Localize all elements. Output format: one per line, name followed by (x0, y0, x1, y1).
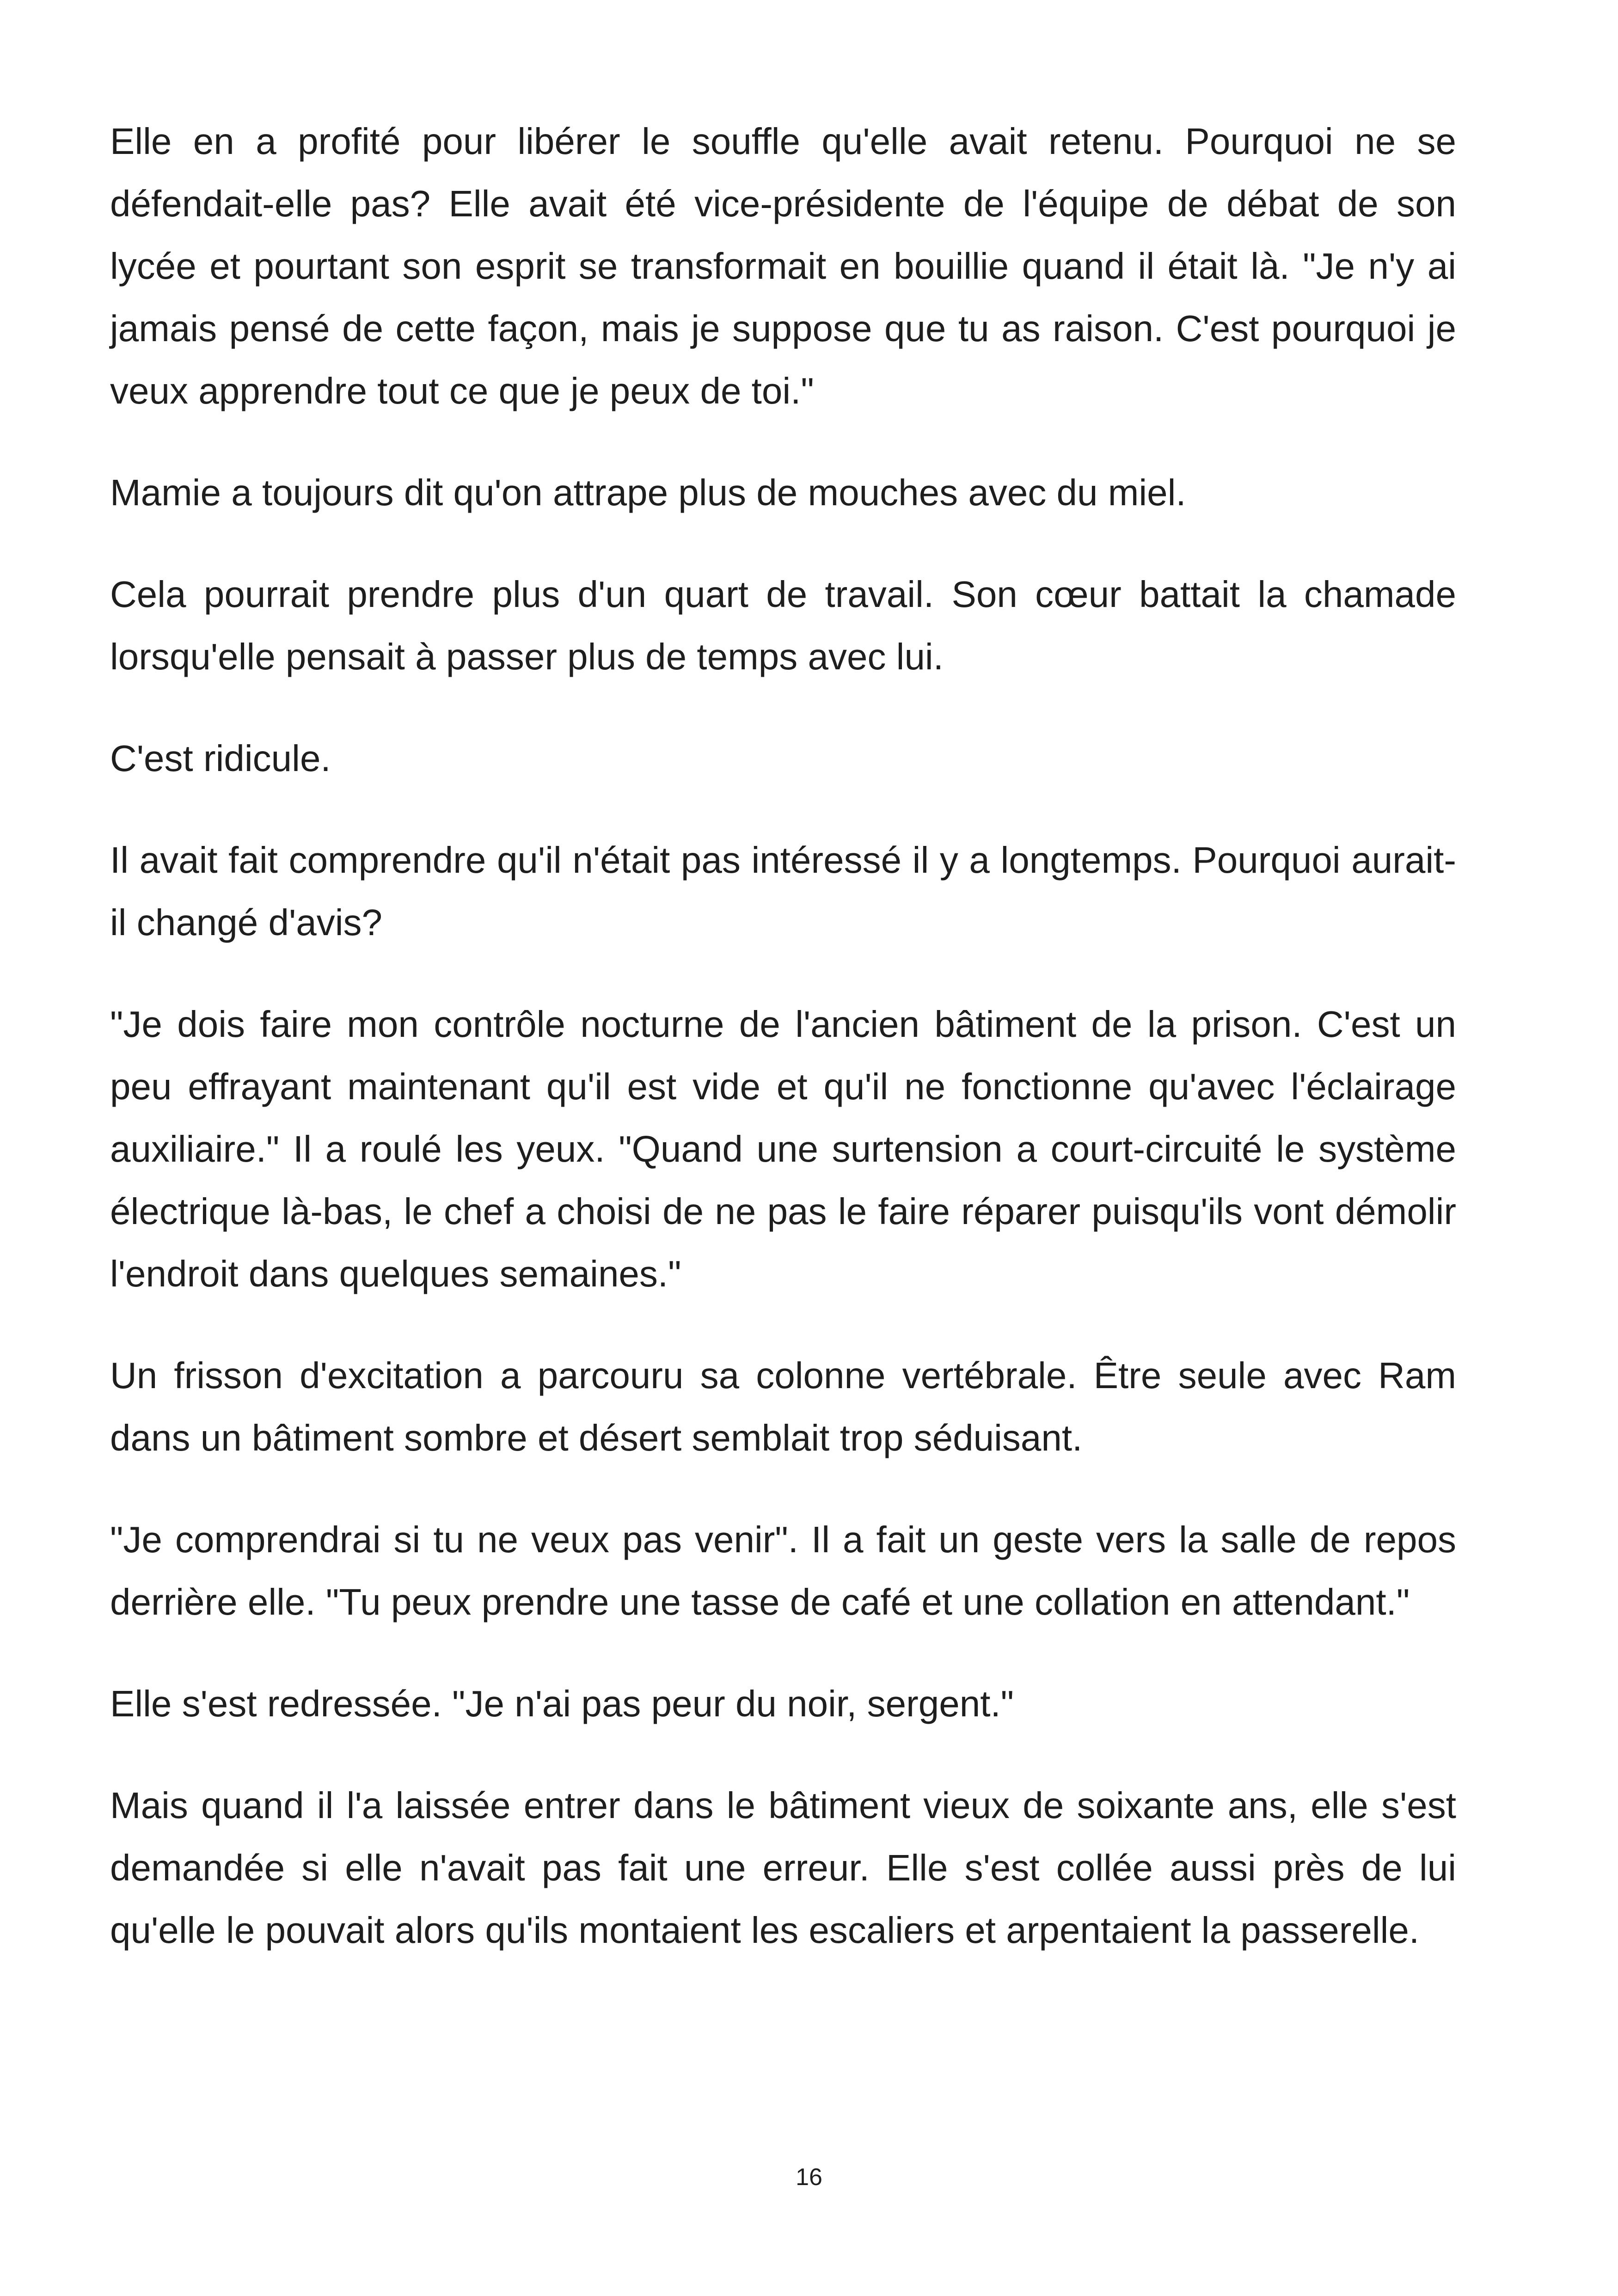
paragraph-10: Mais quand il l'a laissée entrer dans le bâtiment vieux de soixante ans, elle s'est demandée si elle n'avait pas fait une erreur. Elle s'est collée aussi près de lui qu'elle le pouvait alors qu'ils montaient les escaliers et arpentaient la passerelle. (110, 1785, 1456, 1951)
paragraph-8: "Je comprendrai si tu ne veux pas venir". Il a fait un geste vers la salle de repos derrière elle. "Tu peux prendre une tasse de café et une collation en attendant." (110, 1519, 1456, 1623)
paragraph-5: Il avait fait comprendre qu'il n'était pas intéressé il y a longtemps. Pourquoi aurait-il changé d'avis? (110, 839, 1456, 943)
paragraph-9: Elle s'est redressée. "Je n'ai pas peur du noir, sergent." (110, 1683, 1014, 1724)
paragraph-6: "Je dois faire mon contrôle nocturne de l'ancien bâtiment de la prison. C'est un peu effrayant maintenant qu'il est vide et qu'il ne fonctionne qu'avec l'éclairage auxiliaire." Il a roulé les yeux. "Quand une surtension a court-circuité le système électrique là-bas, le chef a choisi de ne pas le faire réparer puisqu'ils vont démolir l'endroit dans quelques semaines." (110, 1004, 1456, 1294)
page-number: 16 (796, 2164, 822, 2191)
paragraph-7: Un frisson d'excitation a parcouru sa colonne vertébrale. Être seule avec Ram dans un bâtiment sombre et désert semblait trop séduisant. (110, 1355, 1456, 1458)
paragraph-3: Cela pourrait prendre plus d'un quart de travail. Son cœur battait la chamade lorsqu'elle pensait à passer plus de temps avec lui. (110, 574, 1456, 677)
text-body (110, 110, 1456, 2001)
paragraph-4: C'est ridicule. (110, 738, 331, 779)
paragraph-2: Mamie a toujours dit qu'on attrape plus de mouches avec du miel. (110, 472, 1186, 513)
paragraph-1: Elle en a profité pour libérer le souffle qu'elle avait retenu. Pourquoi ne se défendait-elle pas? Elle avait été vice-présidente de l'équipe de débat de son lycée et pourtant son esprit se transformait en bouillie quand il était là. "Je n'y ai jamais pensé de cette façon, mais je suppose que tu as raison. C'est pourquoi je veux apprendre tout ce que je peux de toi." (110, 121, 1456, 411)
